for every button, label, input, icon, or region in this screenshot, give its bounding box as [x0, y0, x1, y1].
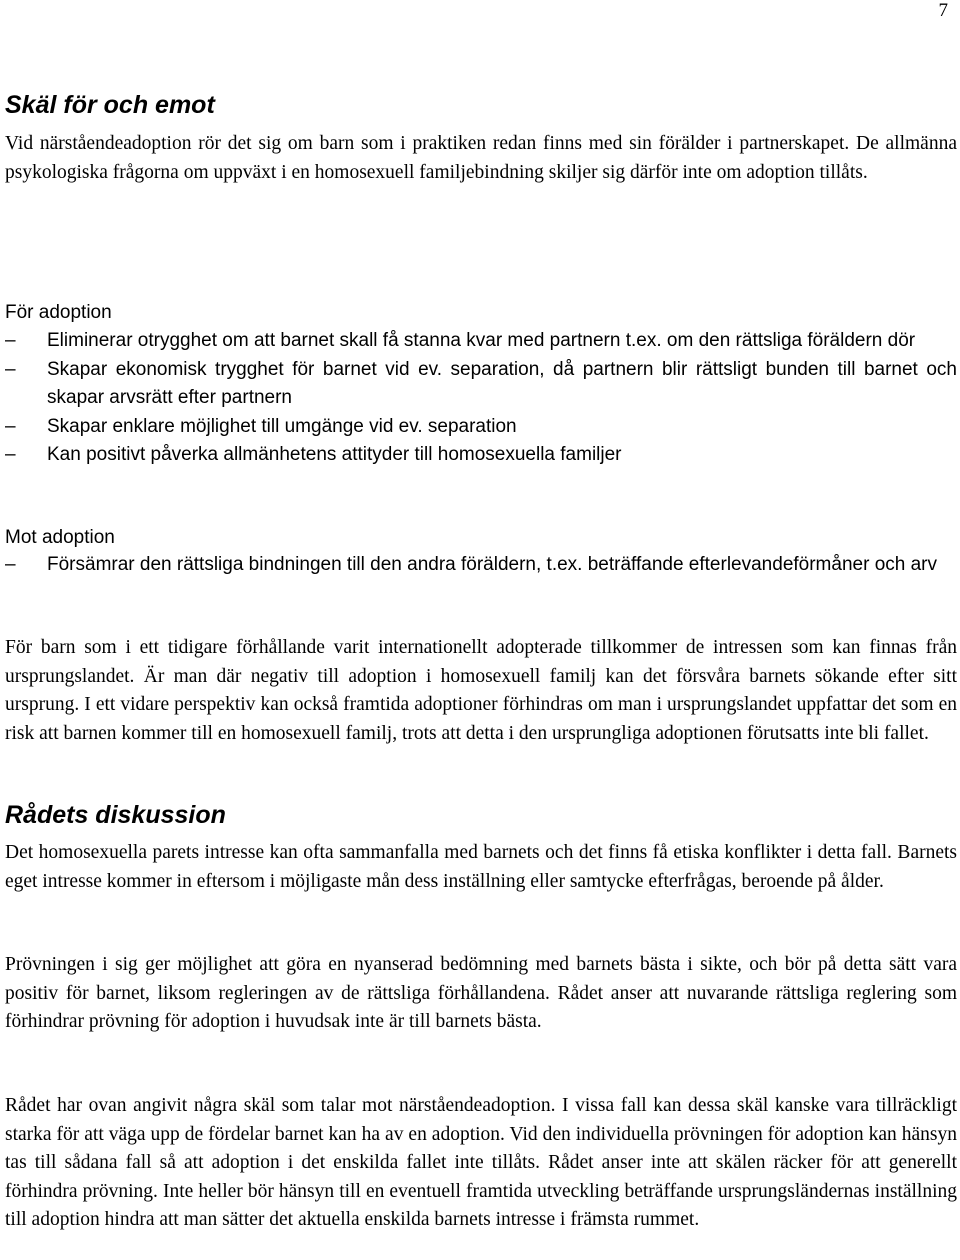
list-item [5, 551, 957, 580]
dash-bullet: – [5, 415, 16, 437]
against-adoption-list [5, 551, 957, 580]
dash-bullet: – [5, 444, 16, 465]
list-item [5, 413, 957, 442]
list-item [5, 356, 957, 413]
discussion-paragraph-2: Prövningen i sig ger möjlighet att göra en nyanserad bedömning med barnets bästa i sikte, och bör på detta sätt vara positiv för barnet, liksom regleringen av de rättsliga förhållandena. Rådet anser att nuvarande rättsliga reglering som förhindrar prövning för adoption i huvudsak inte är till barnets bästa. [5, 954, 957, 1032]
for-adoption-list [5, 327, 957, 470]
section-heading-radets-diskussion: Rådets diskussion [5, 801, 226, 829]
for-adoption-heading: För adoption [5, 302, 112, 323]
dash-bullet: – [5, 330, 16, 351]
discussion-paragraph-3: Rådet har ovan angivit några skäl som talar mot närståendeadoption. I vissa fall kan dessa skäl kanske vara tillräckligt starka för att väga upp de fördelar barnet kan ha av en adoption. Vid den individuella prövningen för adoption kan hänsyn tas till sådana fall så att adoption i det enskilda fallet inte tillåts. Rådet anser inte att skälen räcker för att generellt förhindra prövning. Inte heller bör hänsyn till en eventuell framtida utveckling beträffande ursprungsländernas inställning till adoption hindra att man sätter det aktuella enskilda barnets intresse i främsta rummet. [5, 1095, 957, 1230]
list-item [5, 441, 957, 470]
against-adoption-heading: Mot adoption [5, 527, 115, 548]
section-heading-skal: Skäl för och emot [5, 91, 215, 119]
intro-paragraph: Vid närståendeadoption rör det sig om barn som i praktiken redan finns med sin förälder i partnerskapet. De allmänna psykologiska frågorna om uppväxt i en homosexuell familjebindning skiljer sig därför inte om adoption tillåts. [5, 133, 957, 183]
list-item-text: Eliminerar otrygghet om att barnet skall få stanna kvar med partnern t.ex. om den rättsliga föräldern dör [47, 330, 916, 351]
list-item-text: Skapar enklare möjlighet till umgänge vid ev. separation [47, 415, 517, 437]
list-item-text: Skapar ekonomisk trygghet för barnet vid ev. separation, då partnern blir rättsligt bunden till barnet och skapar arvsrätt efter partnern [47, 358, 957, 408]
page-number: 7 [938, 0, 948, 21]
dash-bullet: – [5, 554, 16, 575]
list-item [5, 327, 957, 356]
list-item-text: Försämrar den rättsliga bindningen till den andra föräldern, t.ex. beträffande efterlevandeförmåner och arv [47, 554, 937, 575]
dash-bullet: – [5, 358, 16, 380]
list-item-text: Kan positivt påverka allmänhetens attityder till homosexuella familjer [47, 444, 622, 465]
discussion-paragraph-1: Det homosexuella parets intresse kan ofta sammanfalla med barnets och det finns få etiska konflikter i detta fall. Barnets eget intresse kommer in eftersom i möjligaste mån dess inställning eller samtycke efterfrågas, beroende på ålder. [5, 842, 957, 892]
closing-paragraph: För barn som i ett tidigare förhållande varit internationellt adopterade tillkommer de intressen som kan finnas från ursprungslandet. Är man där negativ till adoption i homosexuell familj kan det försvåra barnets sökande efter sitt ursprung. I ett vidare perspektiv kan också framtida adoptioner förhindras om man i ursprungslandet uppfattar det som en risk att barnen kommer till en homosexuell familj, trots att detta i den ursprungliga adoptionen förutsatts inte bli fallet. [5, 637, 957, 744]
